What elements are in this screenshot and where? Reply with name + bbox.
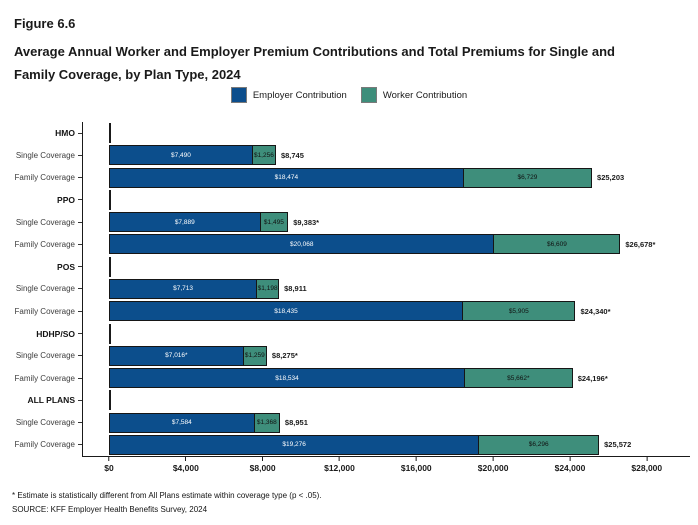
- employer-bar-segment: [109, 145, 253, 165]
- employer-value-label: $18,435: [274, 307, 298, 315]
- employer-bar-segment: [109, 212, 261, 232]
- group-bars-cell: [109, 190, 690, 210]
- y-tick-mark: [78, 444, 82, 445]
- group-label: PPO: [57, 194, 75, 205]
- footnotes: [12, 489, 682, 517]
- chart-row: [0, 167, 690, 189]
- bars-cell: [109, 435, 690, 455]
- zero-baseline-mark: [109, 257, 111, 277]
- total-value-label: $9,383*: [293, 217, 320, 227]
- footnote-asterisk: * Estimate is statistically different from All Plans estimate within coverage type (p < .05).: [12, 491, 322, 500]
- chart-row: [0, 144, 690, 166]
- chart-group-row: [0, 256, 690, 278]
- x-tick-mark: [416, 457, 417, 461]
- bar-chart: [0, 122, 698, 480]
- worker-value-label: $1,256: [253, 151, 274, 159]
- employer-value-label: $20,068: [289, 240, 314, 248]
- row-label: Single Coverage: [15, 351, 75, 361]
- legend-item-employer: [231, 87, 347, 103]
- worker-bar-segment: [493, 234, 620, 254]
- figure-label: Figure 6.6: [14, 16, 76, 31]
- employer-value-label: $7,889: [174, 218, 195, 226]
- x-tick-label: $24,000: [554, 463, 586, 473]
- x-axis: [82, 456, 690, 480]
- chart-row: [0, 211, 690, 233]
- chart-header: [14, 16, 674, 86]
- worker-value-label: $1,368: [256, 419, 277, 427]
- row-label: Single Coverage: [15, 150, 75, 160]
- bars-cell: [109, 368, 690, 388]
- employer-value-label: $7,713: [173, 285, 193, 293]
- group-label: HMO: [55, 128, 75, 139]
- zero-baseline-mark: [109, 190, 111, 210]
- worker-value-label: $1,198: [257, 285, 278, 293]
- row-label: Family Coverage: [14, 306, 75, 316]
- x-tick-mark: [339, 457, 340, 461]
- chart-group-row: [0, 189, 690, 211]
- employer-bar-segment: [109, 413, 255, 433]
- x-axis-tick: [401, 457, 432, 473]
- worker-swatch-icon: [361, 87, 377, 103]
- worker-bar-segment: [254, 413, 280, 433]
- bars-cell: [109, 168, 690, 188]
- employer-bar-segment: [109, 168, 464, 188]
- row-label: Single Coverage: [15, 418, 75, 428]
- worker-value-label: $6,729: [517, 174, 538, 182]
- total-value-label: $25,203: [597, 173, 625, 183]
- x-tick-mark: [185, 457, 186, 461]
- y-tick-mark: [78, 311, 82, 312]
- worker-value-label: $1,259: [244, 352, 265, 360]
- y-tick-mark: [78, 266, 82, 267]
- total-value-label: $26,678*: [625, 239, 656, 249]
- employer-value-label: $7,016*: [165, 352, 188, 360]
- worker-value-label: $6,296: [528, 441, 549, 449]
- y-tick-mark: [78, 333, 82, 334]
- x-axis-tick: [173, 457, 199, 473]
- chart-row: [0, 345, 690, 367]
- x-tick-label: $4,000: [172, 463, 199, 473]
- employer-bar-segment: [109, 435, 479, 455]
- x-tick-label: $20,000: [477, 463, 509, 473]
- chart-row: [0, 434, 690, 456]
- employer-bar-segment: [109, 368, 465, 388]
- y-tick-mark: [78, 422, 82, 423]
- x-tick-label: $0: [104, 463, 114, 473]
- y-tick-mark: [78, 378, 82, 379]
- worker-bar-segment: [252, 145, 276, 165]
- row-label: Family Coverage: [14, 239, 75, 249]
- bars-cell: [109, 301, 690, 321]
- worker-bar-segment: [243, 346, 267, 366]
- employer-value-label: $19,276: [282, 441, 306, 449]
- worker-value-label: $5,662*: [507, 374, 530, 382]
- employer-value-label: $18,474: [274, 174, 299, 182]
- total-value-label: $24,340*: [580, 306, 611, 316]
- chart-row: [0, 411, 690, 433]
- x-tick-mark: [569, 457, 570, 461]
- page-title: Average Annual Worker and Employer Premium Contributions and Total Premiums for Single and Family Coverage, by Plan Type, 2024: [14, 44, 615, 82]
- employer-bar-segment: [109, 346, 244, 366]
- row-label: Single Coverage: [15, 284, 75, 294]
- row-label: Family Coverage: [14, 173, 75, 183]
- x-axis-tick: [250, 457, 276, 473]
- legend-label-worker: Worker Contribution: [382, 89, 468, 101]
- bars-cell: [109, 413, 690, 433]
- y-tick-mark: [78, 177, 82, 178]
- y-tick-mark: [78, 400, 82, 401]
- x-tick-mark: [493, 457, 494, 461]
- x-axis-tick: [104, 457, 113, 473]
- footnote-source: SOURCE: KFF Employer Health Benefits Survey, 2024: [12, 505, 208, 514]
- bars-cell: [109, 145, 690, 165]
- bars-cell: [109, 234, 690, 254]
- legend: [0, 87, 698, 103]
- employer-swatch-icon: [231, 87, 247, 103]
- x-tick-label: $28,000: [631, 463, 663, 473]
- row-label: Single Coverage: [15, 217, 75, 227]
- group-bars-cell: [109, 324, 690, 344]
- group-bars-cell: [109, 390, 690, 410]
- y-tick-mark: [78, 155, 82, 156]
- worker-bar-segment: [478, 435, 599, 455]
- x-axis-tick: [631, 457, 662, 473]
- x-axis-tick: [324, 457, 355, 473]
- employer-bar-segment: [109, 301, 463, 321]
- worker-value-label: $5,905: [508, 307, 529, 315]
- bars-cell: [109, 346, 690, 366]
- group-label: HDHP/SO: [36, 328, 75, 339]
- employer-bar-segment: [109, 279, 257, 299]
- worker-bar-segment: [462, 301, 575, 321]
- y-tick-mark: [78, 288, 82, 289]
- worker-value-label: $6,609: [546, 240, 567, 248]
- employer-value-label: $7,490: [170, 151, 191, 159]
- chart-rows: [0, 122, 690, 456]
- group-bars-cell: [109, 257, 690, 277]
- chart-row: [0, 278, 690, 300]
- total-value-label: $8,911: [284, 284, 307, 294]
- bars-cell: [109, 212, 690, 232]
- group-label: ALL PLANS: [27, 395, 75, 406]
- x-tick-label: $8,000: [249, 463, 276, 473]
- total-value-label: $8,745: [280, 150, 304, 160]
- worker-bar-segment: [256, 279, 279, 299]
- group-label: POS: [57, 261, 75, 272]
- y-tick-mark: [78, 222, 82, 223]
- worker-bar-segment: [463, 168, 592, 188]
- chart-row: [0, 300, 690, 322]
- y-tick-mark: [78, 133, 82, 134]
- chart-group-row: [0, 322, 690, 344]
- legend-label-employer: Employer Contribution: [252, 89, 347, 101]
- zero-baseline-mark: [109, 390, 111, 410]
- x-axis-tick: [478, 457, 509, 473]
- group-bars-cell: [109, 123, 690, 143]
- chart-row: [0, 233, 690, 255]
- worker-bar-segment: [464, 368, 573, 388]
- total-value-label: $8,275*: [271, 351, 298, 361]
- x-axis-ticks: [104, 457, 690, 480]
- row-label: Family Coverage: [14, 373, 75, 383]
- y-tick-mark: [78, 244, 82, 245]
- x-tick-label: $12,000: [324, 463, 355, 473]
- employer-value-label: $18,534: [275, 374, 299, 382]
- x-tick-mark: [109, 457, 110, 461]
- x-tick-label: $16,000: [400, 463, 432, 473]
- chart-plot-area: [0, 122, 698, 456]
- total-value-label: $24,196*: [577, 373, 608, 383]
- x-axis-tick: [555, 457, 586, 473]
- row-label: Family Coverage: [14, 440, 75, 450]
- chart-group-row: [0, 389, 690, 411]
- y-tick-mark: [78, 355, 82, 356]
- legend-item-worker: [361, 87, 467, 103]
- worker-value-label: $1,495: [263, 218, 284, 226]
- x-tick-mark: [646, 457, 647, 461]
- worker-bar-segment: [260, 212, 289, 232]
- employer-bar-segment: [109, 234, 494, 254]
- zero-baseline-mark: [109, 123, 111, 143]
- bars-cell: [109, 279, 690, 299]
- zero-baseline-mark: [109, 324, 111, 344]
- y-tick-mark: [78, 199, 82, 200]
- chart-row: [0, 367, 690, 389]
- total-value-label: $8,951: [284, 418, 308, 428]
- chart-group-row: [0, 122, 690, 144]
- x-tick-mark: [262, 457, 263, 461]
- employer-value-label: $7,584: [171, 419, 192, 427]
- total-value-label: $25,572: [604, 440, 632, 450]
